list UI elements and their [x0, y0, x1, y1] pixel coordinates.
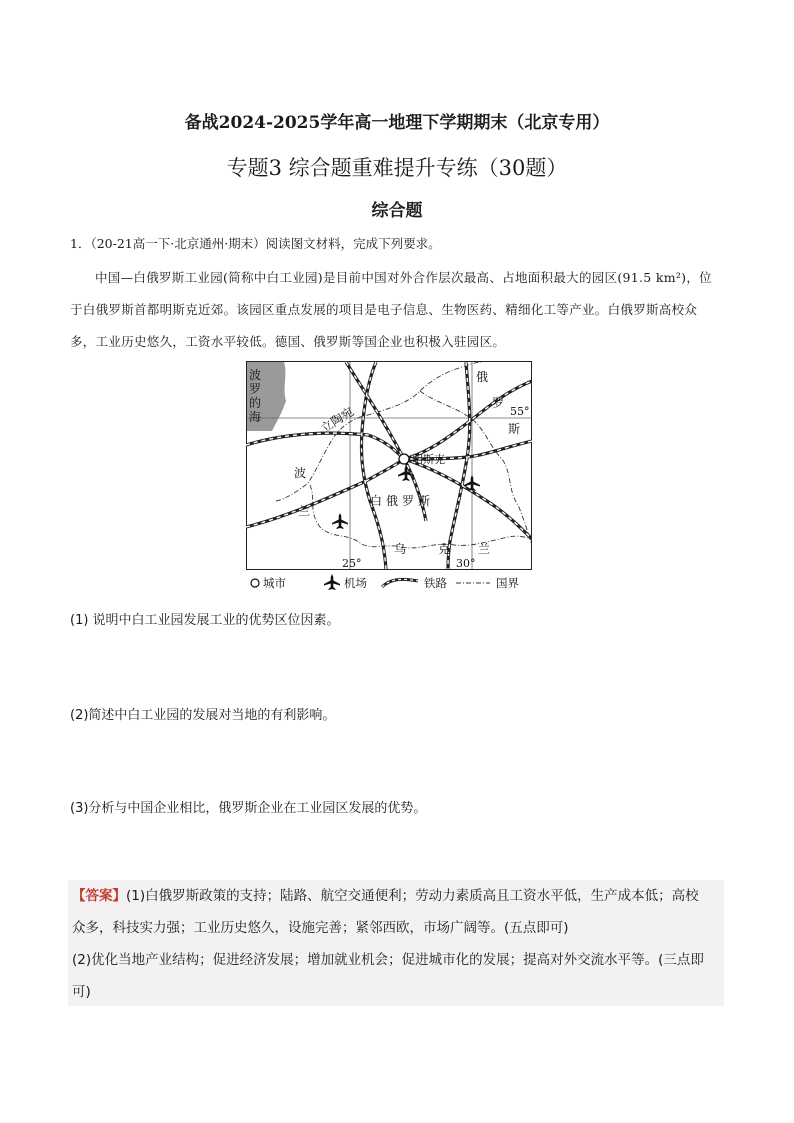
passage-line-3: 斯高校众多，工业历史悠久，工资水平较低。德国、俄罗斯等国企业也积极入驻园区。 — [70, 302, 698, 349]
sub-question-1: (1) 说明中白工业园发展工业的优势区位因素。 — [70, 613, 340, 628]
ukraine-label: 乌 — [394, 542, 407, 556]
passage-line-1: 中国—白俄罗斯工业园(简称中白工业园)是目前中国对外合作层次最高、占地面积最大的园区(91.5 km²)， — [95, 270, 700, 285]
russia-label: 斯 — [508, 422, 521, 436]
sea-label: 罗 — [249, 382, 262, 396]
answer-line-2: 众多，科技实力强；工业历史悠久，设施完善；紧邻西欧，市场广阔等。(五点即可) — [72, 920, 569, 936]
legend-border-label: 国界 — [496, 576, 519, 590]
question-passage — [70, 262, 722, 358]
legend-city-label: 城市 — [263, 576, 286, 590]
answer-tag: 【答案】 — [72, 888, 126, 904]
belarus-label: 白俄罗斯 — [370, 494, 435, 508]
lithuania-label: 立陶宛 — [318, 404, 357, 436]
lat-55-label: 55° — [510, 405, 530, 418]
question-source: （20-21高一下·北京通州·期末）阅读图文材料，完成下列要求。 — [90, 236, 441, 251]
minsk-city-marker — [399, 454, 409, 464]
legend-railway-label: 铁路 — [424, 576, 447, 590]
legend-city-icon — [251, 579, 259, 587]
russia-label: 罗 — [492, 396, 505, 410]
passage-line-2: 位于白俄罗斯首都明斯克近郊。该园区重点发展的项目是电子信息、生物医药、精细化工等产业。白俄罗 — [70, 270, 712, 317]
document-subtitle: 专题3 综合题重难提升专练（30题） — [226, 156, 568, 180]
answer-block — [68, 880, 724, 1006]
poland-label: 波 — [294, 466, 307, 480]
question-header — [70, 234, 441, 252]
ukraine-label: 克 — [438, 542, 451, 556]
belarus-map — [246, 361, 532, 593]
legend-airport-label: 机场 — [344, 576, 367, 590]
legend-airport-icon — [324, 574, 340, 590]
sea-label: 波 — [249, 368, 262, 382]
section-heading: 综合题 — [371, 201, 423, 221]
answer-line-4: 可) — [72, 984, 91, 1000]
lon-25-label: 25° — [342, 557, 362, 570]
answer-line-1 — [68, 880, 724, 912]
lon-30-label: 30° — [456, 557, 476, 570]
sea-label: 的 — [249, 396, 262, 410]
document-title: 备战2024-2025学年高一地理下学期期末（北京专用） — [184, 113, 610, 133]
sub-question-3: (3)分析与中国企业相比，俄罗斯企业在工业园区发展的优势。 — [70, 801, 427, 816]
answer-line-3: (2)优化当地产业结构；促进经济发展；增加就业机会；促进城市化的发展；提高对外交流水平等。(三点即 — [72, 952, 704, 968]
poland-label: 兰 — [298, 504, 311, 518]
sub-question-2: (2)简述中白工业园的发展对当地的有利影响。 — [70, 708, 336, 723]
russia-label: 俄 — [476, 370, 489, 384]
question-number: 1． — [70, 236, 91, 251]
ukraine-label: 兰 — [478, 542, 491, 556]
minsk-label: 明斯克 — [412, 453, 445, 466]
answer-line-1-text: (1)白俄罗斯政策的支持；陆路、航空交通便利；劳动力素质高且工资水平低，生产成本低；高校 — [126, 888, 699, 904]
sea-label: 海 — [249, 410, 262, 424]
